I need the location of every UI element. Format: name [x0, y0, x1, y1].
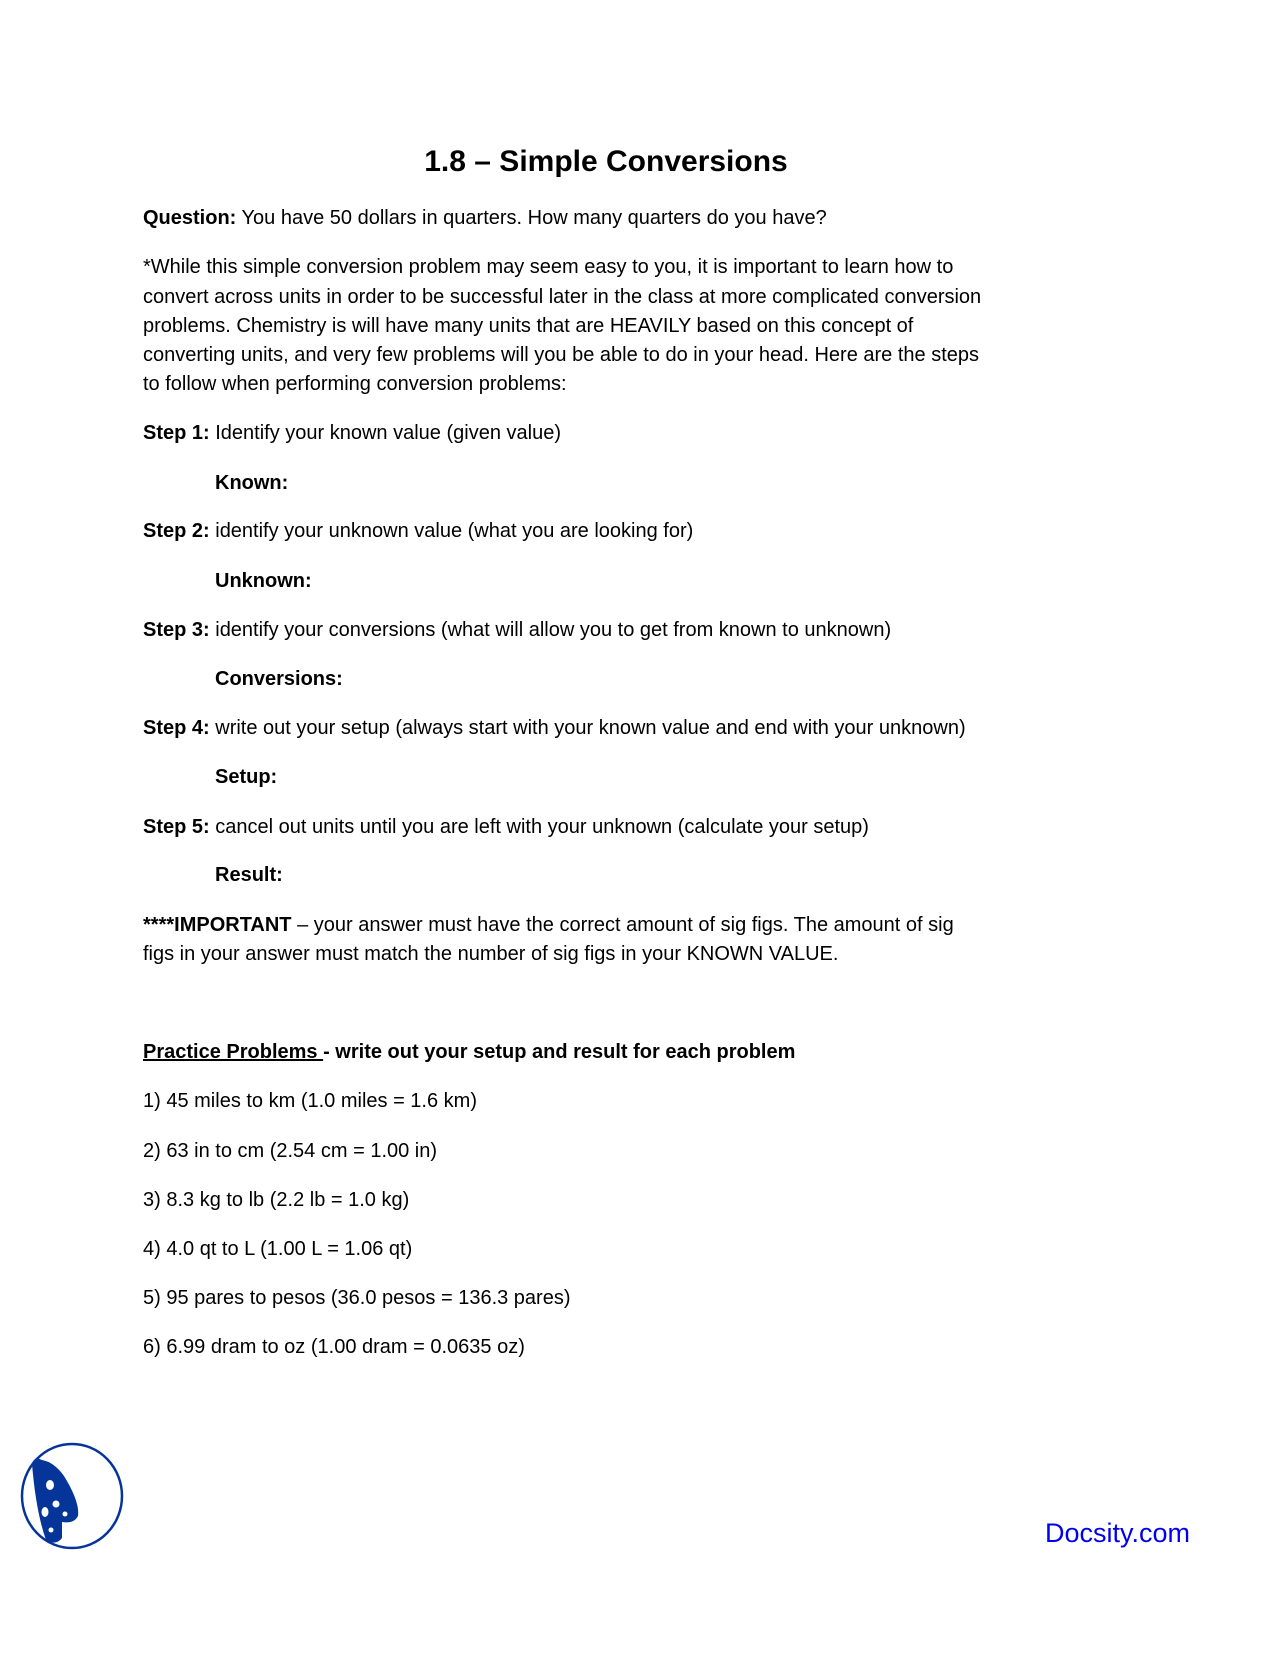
- intro-line: problems. Chemistry is will have many units that are HEAVILY based on this concept of: [143, 315, 914, 337]
- important-note: [143, 913, 954, 937]
- step-4-sub: [215, 765, 277, 789]
- step-3-sub: [215, 667, 343, 691]
- docsity-brand-link[interactable]: Docsity.com: [1045, 1518, 1191, 1548]
- intro-line: convert across units in order to be successful later in the class at more complicated conversion: [143, 286, 982, 308]
- step-sub-label: Setup:: [215, 766, 278, 788]
- step-text: write out your setup (always start with your known value and end with your unknown): [209, 717, 966, 739]
- intro-line: *While this simple conversion problem may seem easy to you, it is important to learn how to: [143, 256, 954, 278]
- problem-item: 2) 63 in to cm (2.54 cm = 1.00 in): [143, 1140, 438, 1162]
- step-1: [143, 421, 561, 445]
- intro-line: to follow when performing conversion problems:: [143, 373, 567, 395]
- step-text: identify your unknown value (what you are looking for): [209, 520, 694, 542]
- step-label: Step 5:: [143, 816, 210, 838]
- step-sub-label: Known:: [215, 472, 289, 494]
- intro-line: converting units, and very few problems will you be able to do in your head. Here are the steps: [143, 344, 980, 366]
- step-2-sub: [215, 569, 312, 593]
- important-note-line2: figs in your answer must match the number of sig figs in your KNOWN VALUE.: [143, 943, 839, 965]
- step-sub-label: Unknown:: [215, 570, 312, 592]
- step-5-sub: [215, 863, 283, 887]
- problem-item: 5) 95 pares to pesos (36.0 pesos = 136.3 pares): [143, 1287, 571, 1309]
- important-text: – your answer must have the correct amount of sig figs. The amount of sig: [291, 914, 954, 936]
- problem-item: 3) 8.3 kg to lb (2.2 lb = 1.0 kg): [143, 1189, 410, 1211]
- step-1-sub: [215, 471, 288, 495]
- page-title: 1.8 – Simple Conversions: [424, 145, 788, 178]
- step-label: Step 3:: [143, 619, 210, 641]
- step-text: Identify your known value (given value): [209, 422, 561, 444]
- important-label: ****IMPORTANT: [143, 914, 292, 936]
- step-label: Step 4:: [143, 717, 210, 739]
- step-3: [143, 618, 891, 642]
- step-5: [143, 815, 869, 839]
- problem-item: 1) 45 miles to km (1.0 miles = 1.6 km): [143, 1090, 477, 1112]
- step-sub-label: Result:: [215, 864, 283, 886]
- step-2: [143, 519, 693, 543]
- step-4: [143, 716, 966, 740]
- step-text: identify your conversions (what will allow you to get from known to unknown): [209, 619, 892, 641]
- step-label: Step 2:: [143, 520, 210, 542]
- practice-header: [143, 1040, 795, 1064]
- question: [143, 206, 827, 230]
- step-text: cancel out units until you are left with your unknown (calculate your setup): [209, 816, 869, 838]
- problem-item: 4) 4.0 qt to L (1.00 L = 1.06 qt): [143, 1238, 413, 1260]
- question-label: Question:: [143, 207, 237, 229]
- problem-item: 6) 6.99 dram to oz (1.00 dram = 0.0635 oz): [143, 1336, 525, 1358]
- docsity-logo-icon: [20, 1442, 124, 1550]
- step-label: Step 1:: [143, 422, 210, 444]
- practice-heading: Practice Problems: [143, 1041, 324, 1063]
- practice-subheading: - write out your setup and result for each problem: [323, 1041, 796, 1063]
- step-sub-label: Conversions:: [215, 668, 343, 690]
- question-text: You have 50 dollars in quarters. How many quarters do you have?: [236, 207, 827, 229]
